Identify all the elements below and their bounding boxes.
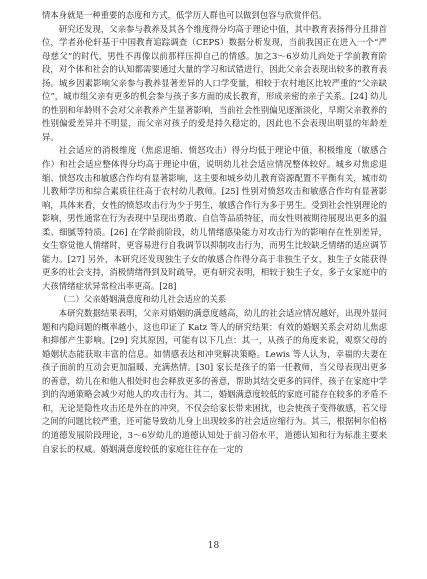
paragraph-social-adaptation: 社会适应的消极维度（焦虑退缩、愤怒攻击）得分均低于理论中值，积极维度（敏感合作）和社会适应整体得分均高于理论中值，说明幼儿社会适应情况整体较好。城乡对焦虑退缩、愤怒攻击和敏感合作均有显著影响，这主要和城乡幼儿教育资源配置不平衡有关，城市幼儿教师学历和综合素质往往高于农村幼儿教师。[25] 性别对愤怒攻击和敏感合作均有显著影响，具体来看，女性的愤怒攻击行为少于男生，敏感合作行为多于男生。受到社会性别理论的影响，男性通常在行为表现中呈现出勇敢、自信等品质特征，而女性则被期待展现出更多的温柔、细腻等特质。[26] 在学龄前阶段，幼儿情绪感染能力对攻击行为的影响存在性别差异，女生察觉他人情绪时，更容易进行自我调节以抑制攻击行为，而男生比较缺乏情绪的适应调节能力。[27] 另外，本研究还发现独生子女的敏感合作得分高于非独生子女，独生子女能获得更多的社会支持，消极情绪得到及时疏导，更有研究表明，相较于独生子女，多子女家庭中的大孩情绪症状异常检出率更高。[28]	[42, 145, 387, 291]
paragraph-father-involvement: 研究还发现，父亲参与教养及其各个维度得分均高于理论中值，其中教育表扬得分且排首位，学者孙伦轩基于中国教育追踪调查（CEPS）数据分析发现，当前我国正在进入一个“严母慈父”的时代，男性不再像以前那样压抑自己的情感。加之3～6岁幼儿尚处于学前教育阶段，对个体和社会的认知都需要通过大量的学习和试错进行，因此父亲会表现出较多的教育表扬。城乡因素影响父亲参与教养显著差异的人口学变量，相较于农村地区比较严重的“父亲缺位”，城市组父亲有更多的机会参与孩子多方面的成长教育，形成亲密的亲子关系。[24] 幼儿的性别和年龄则不会对父亲教养产生显著影响，当前社会性别偏见逐渐淡化，早期父亲教养的性别偏爱差异并不明显，而父亲对孩子的爱是持久稳定的，因此也不会表现出明显的年龄差异。	[42, 23, 387, 142]
section-heading: （二）父亲婚姻满意度和幼儿社会适应的关系	[58, 294, 227, 305]
paragraph-marriage-satisfaction: 本研究数据结果表明，父亲对婚姻的满意度越高，幼儿的社会适应情况越好，出现外显问题和内隐问题的概率越小，这也印证了 Katz 等人的研究结果：有效的婚姻关系会对幼儿焦虑和抑郁产生影响。[29] 究其原因，可能有以下几点：其一，从孩子的角度来说，观察父母的婚姻状态能获取丰富的信息。如情感表达和冲突解决策略。Lewis 等人认为，幸福的夫妻在孩子面前的互动会更加温暖、充满热情。[30] 家长是孩子的第一任教师，当父母表现出更多的善意，幼儿在和他人相处时也会释放更多的善意，帮助其结交更多的同伴，孩子在家庭中学到的沟通策略会减少对他人的攻击行为。其二，婚姻满意度较低的家庭可能存在较多的矛盾不和，无论是隐性攻击还是外在的冲突，不仅会给家长带来困扰，也会使孩子变得敏感，若父母之间的问题比较严重，还可能导致幼儿身上出现较多的社会适应缩行为。其三，根据柯尔伯格的道德发展阶段理论，3～6岁幼儿的道德认知处于前习俗水平，道德认知和行为标准主要来自家长的权威。婚姻满意度较低的家庭往往存在一定的	[42, 308, 387, 454]
paragraph-continuation: 情本身就是一种重要的态度和方式，低学历人群也可以做到包容与欣赏伴侣。	[42, 10, 327, 20]
document-body	[42, 9, 387, 456]
page-number: 18	[207, 541, 220, 551]
